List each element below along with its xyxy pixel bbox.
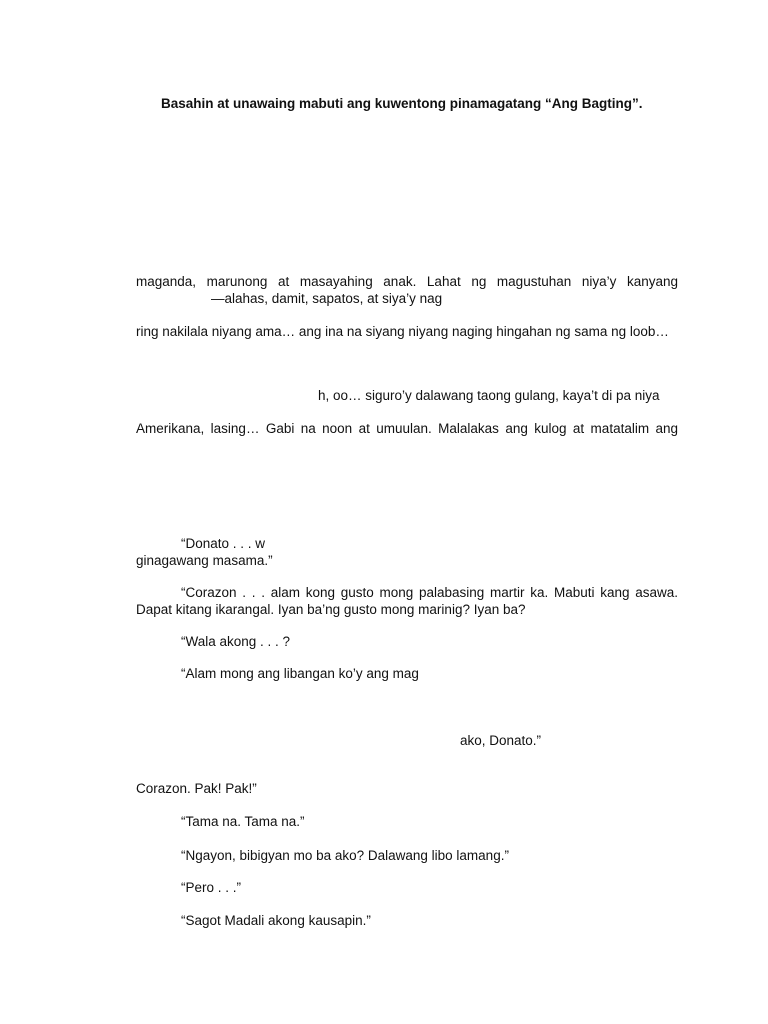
text-line: “Alam mong ang libangan ko’y ang mag <box>181 666 419 681</box>
text-line: “Donato . . . w <box>181 536 266 551</box>
text-line: maganda, marunong at masayahing anak. Lahat ng magustuhan niya’y kanyang <box>136 274 678 289</box>
text-line: ring nakilala niyang ama… ang ina na siyang niyang naging hingahan ng sama ng loob… <box>136 324 669 339</box>
text-line: “Sagot Madali akong kausapin.” <box>181 913 371 928</box>
text-line: ginagawang masama.” <box>136 553 273 568</box>
text-line: “Ngayon, bibigyan mo ba ako? Dalawang libo lamang.” <box>181 848 509 863</box>
text-line: “Pero . . .” <box>181 880 242 895</box>
text-line: —alahas, damit, sapatos, at siya’y nag <box>211 291 443 306</box>
text-line: Corazon. Pak! Pak!” <box>136 781 257 796</box>
text-line: Dapat kitang ikarangal. Iyan ba’ng gusto mong marinig? Iyan ba? <box>136 602 526 617</box>
text-line: Amerikana, lasing… Gabi na noon at umuulan. Malalakas ang kulog at matatalim ang <box>136 421 678 436</box>
text-line: “Wala akong . . . ? <box>181 634 291 649</box>
text-line: “Corazon . . . alam kong gusto mong palabasing martir ka. Mabuti kang asawa. <box>181 585 678 600</box>
text-line: h, oo… siguro’y dalawang taong gulang, kaya’t di pa niya <box>318 388 660 403</box>
text-line: “Tama na. Tama na.” <box>181 814 305 829</box>
text-line: ako, Donato.” <box>460 733 542 748</box>
document-title: Basahin at unawaing mabuti ang kuwentong pinamagatang “Ang Bagting”. <box>161 96 643 111</box>
